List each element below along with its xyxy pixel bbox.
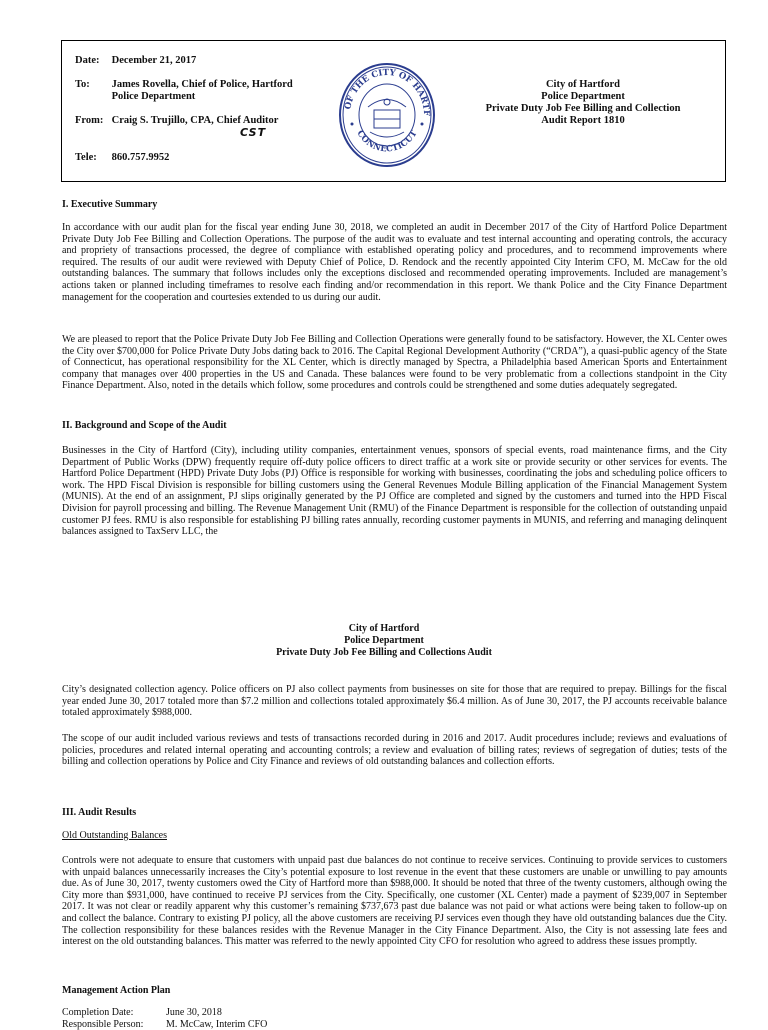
report-title-block [458, 79, 708, 127]
city-seal-icon [338, 62, 436, 168]
tele-label: Tele: [75, 152, 97, 163]
completion-date-row [62, 1007, 222, 1018]
page-2-title: Private Duty Job Fee Billing and Collections Audit [276, 647, 492, 658]
from-label: From: [75, 115, 104, 126]
seal-text-bottom: CONNECTICUT [354, 128, 420, 155]
responsible-person-label: Responsible Person: [62, 1019, 144, 1030]
page-2-header [0, 623, 768, 659]
page-2-city: City of Hartford [348, 623, 420, 634]
section-2-continued-paragraph-2: The scope of our audit included various reviews and tests of transactions recorded during in 2016 and 2017. Audit procedures include; reviews and evaluations of policies, procedures and related internal operating and accounting controls; a review and evaluation of billing rates; reviews of segregation of duties; tests of the billing and collection operations by Police and City Finance and reviews of old outstanding balances and collection efforts. [62, 733, 727, 768]
responsible-person-row [62, 1019, 267, 1030]
section-1-heading: I. Executive Summary [62, 199, 158, 210]
section-1-paragraph-2: We are pleased to report that the Police Private Duty Job Fee Billing and Collection Operations were generally found to be satisfactory. However, the XL Center owes the City over $700,000 for Police Private Duty Jobs dating back to 2016. The Capital Regional Development Authority (“CRDA”), a quasi-public agency of the State of Connecticut, has operational responsibility for the XL Center, which is directly managed by Spectra, a Philadelphia based American Sports and Entertainment company that manages over 400 properties in the US and Canada. These balances were found to be very problematic from a collections standpoint in the City Finance Department. Also, noted in the details which follow, some procedures and controls could be strengthened and some duties adequately segregated. [62, 334, 727, 392]
date-label: Date: [75, 55, 100, 66]
section-3-heading: III. Audit Results [62, 807, 137, 818]
to-value: James Rovella, Chief of Police, Hartford [111, 79, 293, 90]
tele-value: 860.757.9952 [111, 152, 170, 163]
svg-text:SEAL OF THE CITY OF HARTFORD [338, 62, 431, 116]
section-3-paragraph-1: Controls were not adequate to ensure that customers with unpaid past due balances do not continue to receive services. Continuing to provide services to customers with unpaid balances unnecessarily increases the City’s potential exposure to lost revenue in the event that these customers are unable or unwilling to pay amounts due. As of June 30, 2017, twenty customers owed the City of Hartford more than $988,000. It should be noted that three of the twenty customers, although owing the City more than $931,000, have continued to receive PJ services from the City. Specifically, one customer (XL Center) made a payment of $239,007 in September 2017. It was not clear or readily apparent why this customer’s remaining $737,673 past due balance was not paid or what actions were being taken to follow-up on and collect the balance. Contrary to existing PJ policy, all the above customers are receiving PJ services even though they have old outstanding balances due the City. The collection responsibility for these balances resides with the Revenue Manager in the City Finance Department. Also, the City is not assessing late fees and interest on the old outstanding balances. This matter was referred to the newly appointed City CFO for resolution who agreed to address these issues promptly. [62, 855, 727, 948]
report-department: Police Department [541, 91, 625, 102]
from-value: Craig S. Trujillo, CPA, Chief Auditor [111, 115, 279, 126]
page-2-department: Police Department [344, 635, 424, 646]
to-label: To: [75, 79, 90, 90]
management-action-plan-heading: Management Action Plan [62, 985, 171, 996]
section-2-continued-paragraph-1: City’s designated collection agency. Police officers on PJ also collect payments from businesses on site for those that are required to prepay. Billings for the fiscal year ended June 30, 2017 totaled more than $7.2 million and collections totaled approximately $6.4 million. As of June 30, 2017, the PJ accounts receivable balance totaled approximately $988,000. [62, 684, 727, 719]
memo-header-fields [75, 54, 325, 174]
auditor-initials: CST [240, 126, 267, 139]
to-value-line2: Police Department [111, 91, 196, 102]
old-outstanding-balances-subheading: Old Outstanding Balances [62, 830, 167, 841]
completion-date-label: Completion Date: [62, 1007, 134, 1018]
report-city: City of Hartford [545, 79, 621, 90]
completion-date-value: June 30, 2018 [166, 1007, 222, 1018]
date-value: December 21, 2017 [111, 55, 197, 66]
section-2-paragraph-1: Businesses in the City of Hartford (City), including utility companies, entertainment venues, sponsors of special events, road maintenance firms, and the City Department of Public Works (DPW) frequently require off-duty police officers to direct traffic at a work site or provide security or other services for events. The Hartford Police Department (HPD) Private Duty Jobs (PJ) Office is responsible for working with businesses, coordinating the jobs and scheduling police officers to work. The HPD Fiscal Division is responsible for billing customers using the General Revenues Module Billing application of the Financial Management System (MUNIS). At the end of an assignment, PJ slips originally generated by the PJ Office are completed and signed by the customers and turned into the HPD Fiscal Division for payroll processing and billing. The Revenue Management Unit (RMU) of the Finance Department is responsible for the collection of outstanding unpaid customer PJ fees. RMU is also responsible for establishing PJ billing rates annually, recording customer payments in MUNIS, and referring and managing delinquent balances assigned to TaxServ LLC, the [62, 445, 727, 538]
report-number: Audit Report 1810 [541, 115, 625, 126]
report-title: Private Duty Job Fee Billing and Collection [485, 103, 681, 114]
section-2-heading: II. Background and Scope of the Audit [62, 420, 227, 431]
responsible-person-value: M. McCaw, Interim CFO [166, 1019, 268, 1030]
svg-text:CONNECTICUT [354, 128, 419, 154]
section-1-paragraph-1: In accordance with our audit plan for the fiscal year ending June 30, 2018, we completed an audit in December 2017 of the City of Hartford Police Department Private Duty Job Fee Billing and Collection Operations. The purpose of the audit was to evaluate and test internal accounting and operating controls, the accuracy and propriety of transactions processed, the degree of compliance with established operating policy and procedures, and to recommend improvements where required. The results of our audit were reviewed with Deputy Chief of Police, D. Rendock and the recently appointed City Interim CFO, M. McCaw for the old outstanding balances. The summary that follows includes only the exceptions disclosed and recommended operating improvements. Included are management’s actions taken or planned including timeframes to resolve each finding and/or recommendation in this report. We thank Police and the City Finance Department management for the cooperation and courtesies extended to us during our audit. [62, 222, 727, 303]
seal-text-top: OF THE CITY OF HARTF [343, 67, 432, 117]
